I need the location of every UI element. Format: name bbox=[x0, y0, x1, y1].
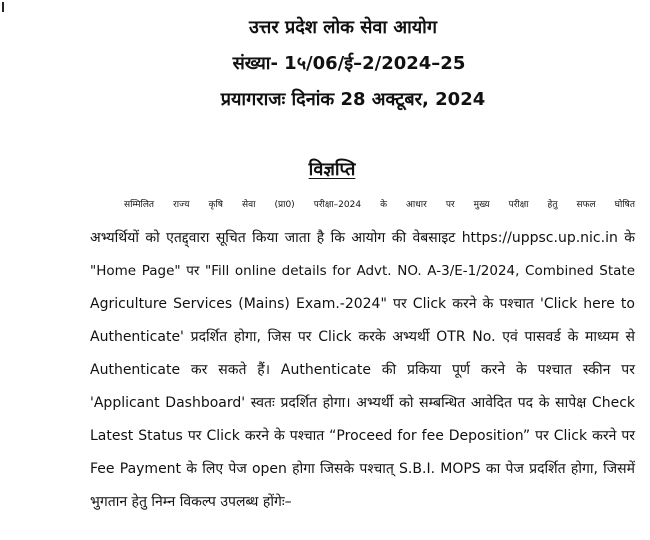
body-line: अभ्यर्थियों को एतद्द्वारा सूचित किया जाता है कि आयोग की वेबसाइट https://uppsc.up.nic.in के bbox=[90, 230, 635, 246]
body-line: Latest Status पर Click करने के पश्चात “Proceed for fee Deposition” पर Click करने पर bbox=[90, 428, 635, 444]
notice-title-wrap bbox=[0, 157, 650, 183]
commission-name: उत्तर प्रदेश लोक सेवा आयोग bbox=[249, 17, 437, 38]
body-line: Agriculture Services (Mains) Exam.-2024" पर Click करने के पश्चात 'Click here to bbox=[90, 296, 635, 312]
body-line: Fee Payment के लिए पेज open होगा जिसके पश्चात् S.B.I. MOPS का पेज प्रदर्शित होगा, जिसमें bbox=[90, 461, 635, 477]
body-line: 'Applicant Dashboard' स्वतः प्रदर्शित होगा। अभ्यर्थी को सम्बन्धित आवेदित पद के सापेक्ष Check bbox=[90, 395, 635, 411]
body-line: "Home Page" पर "Fill online details for Advt. NO. A-3/E-1/2024, Combined State bbox=[90, 263, 635, 279]
body-line: Authenticate कर सकते हैं। Authenticate की प्रकिया पूर्ण करने के पश्चात स्कीन पर bbox=[90, 362, 635, 378]
body-line: सम्मिलित राज्य कृषि सेवा (प्रा0) परीक्षा–2024 के आधार पर मुख्य परीक्षा हेतु सफल घोषित bbox=[124, 200, 635, 210]
letterhead bbox=[0, 10, 650, 118]
place-and-date: प्रयागराजः दिनांक 28 अक्टूबर, 2024 bbox=[220, 89, 486, 110]
body-line: भुगतान हेतु निम्न विकल्प उपलब्ध होंगेः– bbox=[90, 494, 292, 510]
reference-number: संख्या- 1५/06/ई–2/2024–25 bbox=[232, 53, 466, 74]
notice-body bbox=[90, 189, 635, 519]
notice-title: विज्ञप्ति bbox=[308, 159, 356, 180]
body-line: Authenticate' प्रदर्शित होगा, जिस पर Click करके अभ्यर्थी OTR No. एवं पासवर्ड के माध्यम से bbox=[90, 329, 635, 345]
